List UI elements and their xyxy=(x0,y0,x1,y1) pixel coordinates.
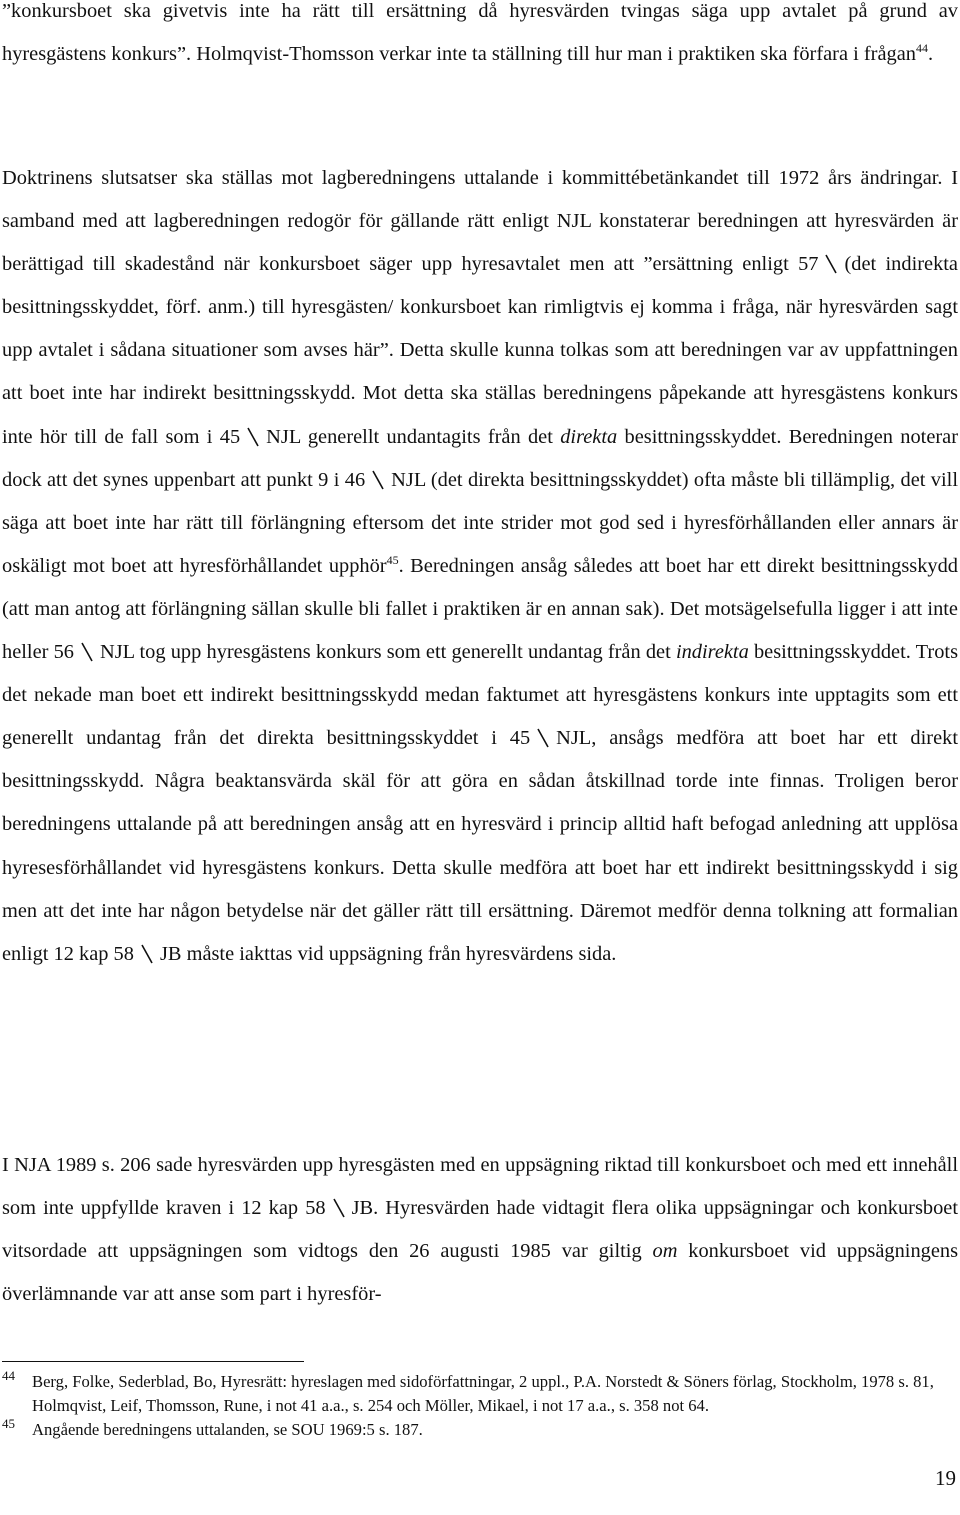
paragraph-2-text-e: NJL (det direkta besittningsskyddet) ofta måste bli tillämplig, det vill säga att boet inte har rätt till förlängning eftersom det inte strider mot god sed i hyresförhållanden eller annars är oskäligt mot boet att hyresförhållandet upphör xyxy=(2,468,958,577)
section-sign-icon xyxy=(536,727,550,749)
footnotes xyxy=(2,1370,958,1442)
paragraph-1-text: ”konkursboet ska givetvis inte ha rätt till ersättning då hyresvärden tvingas säga upp avtalet på grund av hyresgästens konkurs”. Holmqvist-Thomsson verkar inte ta ställning till hur man i praktiken ska förfara i frågan xyxy=(2,0,958,66)
footnote-number: 44 xyxy=(2,1368,15,1383)
paragraph-3-text-b: JB. Hyresvärden hade vidtagit flera olika uppsägningar och konkursboet vitsordade att uppsägningen som vidtogs den 26 augusti 1985 var giltig xyxy=(2,1197,958,1263)
footnote-44 xyxy=(2,1370,958,1418)
paragraph-3-text-c: konkursboet vid uppsägningens överlämnande var att anse som part i hyresför- xyxy=(2,1240,959,1306)
paragraph-2-text-j: JB måste iakttas vid uppsägning från hyresvärdens sida. xyxy=(159,942,617,965)
paragraph-3-text-a: I NJA 1989 s. 206 sade hyresvärden upp hyresgästen med en uppsägning riktad till konkursboet och med ett innehåll som inte uppfyllde kraven i 12 kap 58 xyxy=(2,1154,958,1220)
page-number: 19 xyxy=(935,1466,956,1490)
paragraph-2-text-i: NJL, ansågs medföra att boet har ett direkt besittningsskydd. Några beaktansvärda skäl för att göra en sådan åtskillnad torde inte finnas. Troligen beror beredningens uttalande på att beredningen ansåg att en hyresvärd i princip alltid haft befogad anledning att upplösa hyresesförhållandet vid hyresgästens konkurs. Detta skulle medföra att boet har ett indirekt besittningsskydd i sig men att det inte har någon betydelse när det gäller rätt till ersättning. Däremot medför denna tolkning att formalian enligt 12 kap 58 xyxy=(2,727,958,965)
paragraph-2 xyxy=(2,157,958,976)
footnote-ref-45[interactable]: 45 xyxy=(386,553,399,568)
paragraph-2-text-d: besittningsskyddet. Beredningen noterar dock att det synes uppenbart att punkt 9 i 46 xyxy=(2,425,959,491)
footnote-text: Angående beredningens uttalanden, se SOU 1969:5 s. 187. xyxy=(32,1420,423,1439)
emphasis-indirekta: indirekta xyxy=(675,641,749,664)
paragraph-2-text-g: NJL tog upp hyresgästens konkurs som ett generellt undantag från det xyxy=(99,641,676,664)
emphasis-om: om xyxy=(652,1240,678,1263)
footnote-45 xyxy=(2,1418,958,1442)
paragraph-2-text-h: besittningsskyddet. Trots det nekade man boet ett indirekt besittningsskydd medan faktumet att hyresgästens konkurs inte upptagits som ett generellt undantag från det direkta besittningsskyddet i 45 xyxy=(2,641,959,750)
paragraph-3 xyxy=(2,1144,958,1316)
paragraph-1-end: . xyxy=(927,43,934,66)
section-sign-icon xyxy=(80,641,94,663)
section-sign-icon xyxy=(371,469,385,491)
paragraph-2-text-a: Doktrinens slutsatser ska ställas mot lagberedningens uttalande i kommittébetänkandet till 1972 års ändringar. I samband med att lagberedningen redogör för gällande rätt enligt NJL konstaterar beredningen att hyresvärden är berättigad till skadestånd när konkursboet säger upp hyresavtalet men att ”ersättning enligt 57 xyxy=(2,167,958,276)
paragraph-2-text-f: . Beredningen ansåg således att boet har ett direkt besittningsskydd (att man antog att förlängning sällan skulle bli fallet i praktiken är en annan sak). Det motsägelsefulla ligger i att inte heller 56 xyxy=(2,554,958,664)
footnote-text: Berg, Folke, Sederblad, Bo, Hyresrätt: hyreslagen med sidoförfattningar, 2 uppl., P.A. Norstedt & Söners förlag, Stockholm, 1978 s. 81, Holmqvist, Leif, Thomsson, Rune, i not 41 a.a., s. 254 och Möller, Mikael, i not 17 a.a., s. 358 not 64. xyxy=(32,1372,934,1415)
section-sign-icon xyxy=(246,426,260,448)
emphasis-direkta: direkta xyxy=(560,425,618,448)
section-sign-icon xyxy=(140,943,154,965)
section-sign-icon xyxy=(332,1197,346,1219)
section-sign-icon xyxy=(824,253,838,275)
paragraph-2-text-b: (det indirekta besittningsskyddet, förf. anm.) till hyresgästen/ konkursboet kan rimligtvis ej komma i fråga, när hyresvärden sagt upp avtalet i sådana situationer som avses här”. Detta skulle kunna tolkas som att beredningen var av uppfattningen att boet inte har indirekt besittningsskydd. Mot detta ska ställas beredningens påpekande att hyresgästens konkurs inte hör till de fall som i 45 xyxy=(2,253,958,448)
footnote-divider xyxy=(2,1361,304,1362)
paragraph-2-text-c: NJL generellt undantagits från det xyxy=(266,425,561,448)
footnote-ref-44[interactable]: 44 xyxy=(915,41,928,56)
paragraph-1 xyxy=(2,0,958,76)
footnote-number: 45 xyxy=(2,1416,15,1431)
